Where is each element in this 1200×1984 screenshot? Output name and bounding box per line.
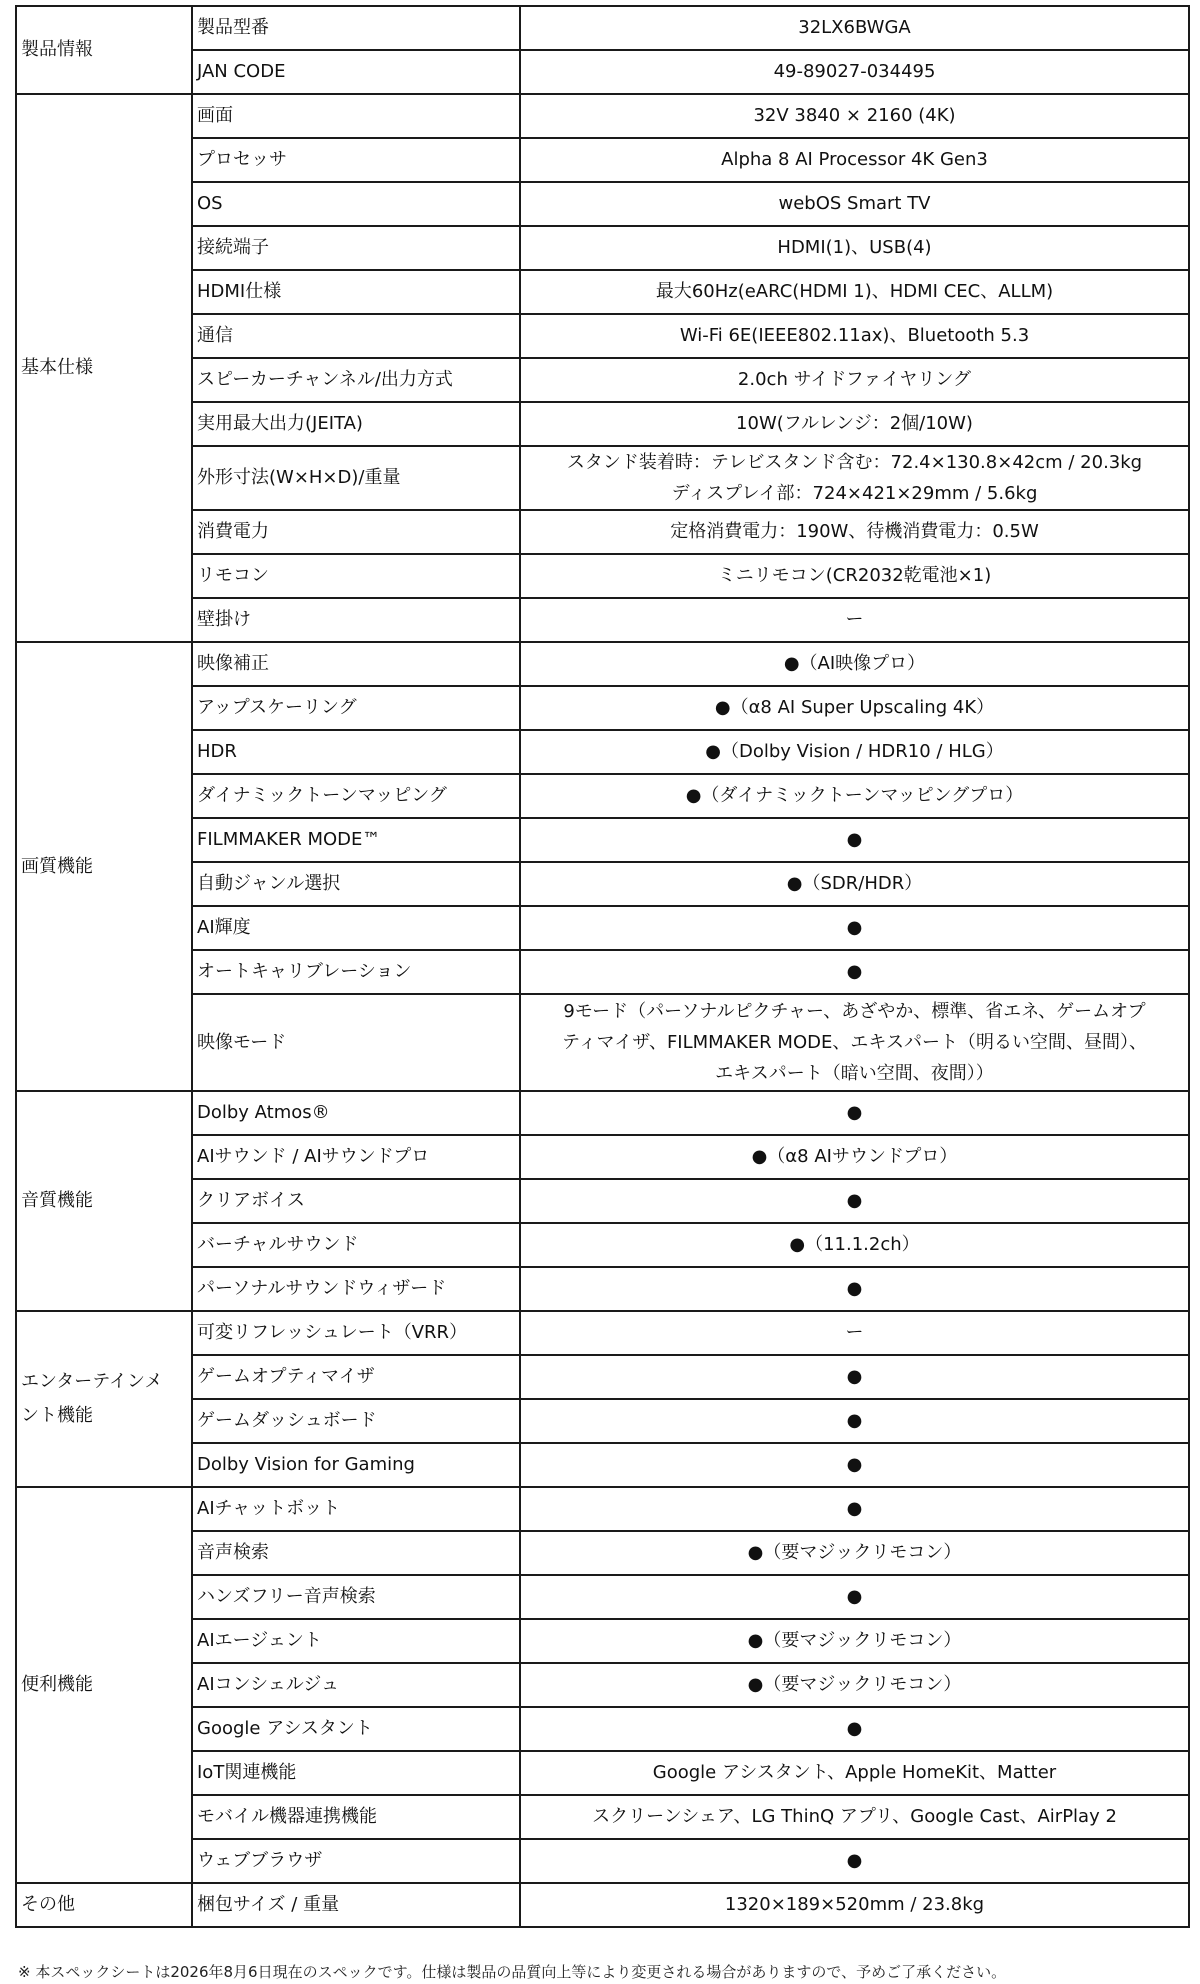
item-value xyxy=(520,446,1189,510)
item-label: ウェブブラウザ xyxy=(192,1839,520,1883)
item-label: HDR xyxy=(192,730,520,774)
category-cell xyxy=(16,1883,192,1927)
item-value: ● xyxy=(520,1399,1189,1443)
spec-row xyxy=(16,774,1189,818)
category-cell xyxy=(16,1487,192,1883)
spec-row xyxy=(16,402,1189,446)
item-value: ●（要マジックリモコン） xyxy=(520,1531,1189,1575)
spec-row xyxy=(16,226,1189,270)
item-label: AIエージェント xyxy=(192,1619,520,1663)
item-value: ー xyxy=(520,598,1189,642)
spec-row xyxy=(16,554,1189,598)
item-value: Alpha 8 AI Processor 4K Gen3 xyxy=(520,138,1189,182)
item-label: 消費電力 xyxy=(192,510,520,554)
item-label: 画面 xyxy=(192,94,520,138)
footnote: ※ 本スペックシートは2026年8月6日現在のスペックです。仕様は製品の品質向上等により変更される場合がありますので、予めご了承ください。 xyxy=(18,1963,1007,1981)
spec-row xyxy=(16,730,1189,774)
item-label: プロセッサ xyxy=(192,138,520,182)
category-label: 音質機能 xyxy=(21,1190,93,1211)
category-cell xyxy=(16,1311,192,1487)
item-value: ● xyxy=(520,1707,1189,1751)
category-cell xyxy=(16,642,192,1091)
item-label: バーチャルサウンド xyxy=(192,1223,520,1267)
item-value: ●（α8 AI Super Upscaling 4K） xyxy=(520,686,1189,730)
item-label: 音声検索 xyxy=(192,1531,520,1575)
item-value-line: ティマイザ、FILMMAKER MODE、エキスパート（明るい空間、昼間）、 xyxy=(562,1032,1147,1053)
item-label: 接続端子 xyxy=(192,226,520,270)
item-value: ●（SDR/HDR） xyxy=(520,862,1189,906)
item-value: スクリーンシェア、LG ThinQ アプリ、Google Cast、AirPlay 2 xyxy=(520,1795,1189,1839)
spec-row xyxy=(16,358,1189,402)
spec-row xyxy=(16,1443,1189,1487)
item-value: ●（11.1.2ch） xyxy=(520,1223,1189,1267)
spec-row xyxy=(16,994,1189,1091)
item-value: webOS Smart TV xyxy=(520,182,1189,226)
item-value: ● xyxy=(520,818,1189,862)
spec-row xyxy=(16,1267,1189,1311)
item-value: 10W(フルレンジ：2個/10W) xyxy=(520,402,1189,446)
spec-row xyxy=(16,906,1189,950)
item-label: IoT関連機能 xyxy=(192,1751,520,1795)
spec-row xyxy=(16,686,1189,730)
item-label: 自動ジャンル選択 xyxy=(192,862,520,906)
spec-row xyxy=(16,1179,1189,1223)
spec-table xyxy=(15,5,1190,1928)
item-value: 定格消費電力：190W、待機消費電力：0.5W xyxy=(520,510,1189,554)
category-label: 画質機能 xyxy=(21,855,93,877)
category-cell xyxy=(16,1091,192,1311)
item-label: ハンズフリー音声検索 xyxy=(192,1575,520,1619)
category-label: その他 xyxy=(21,1894,75,1915)
item-value: ●（Dolby Vision / HDR10 / HLG） xyxy=(520,730,1189,774)
item-label: オートキャリブレーション xyxy=(192,950,520,994)
item-value: 32V 3840 × 2160 (4K) xyxy=(520,94,1189,138)
item-label: リモコン xyxy=(192,554,520,598)
item-value: ● xyxy=(520,1355,1189,1399)
spec-row xyxy=(16,94,1189,138)
spec-row xyxy=(16,862,1189,906)
item-value: ● xyxy=(520,1443,1189,1487)
item-value: ●（α8 AIサウンドプロ） xyxy=(520,1135,1189,1179)
item-value: Google アシスタント、Apple HomeKit、Matter xyxy=(520,1751,1189,1795)
item-value-line: 9モード（パーソナルピクチャー、あざやか、標準、省エネ、ゲームオプ xyxy=(563,1001,1146,1022)
item-value: 1320×189×520mm / 23.8kg xyxy=(520,1883,1189,1927)
item-label: Google アシスタント xyxy=(192,1707,520,1751)
spec-row xyxy=(16,1619,1189,1663)
item-value: ● xyxy=(520,950,1189,994)
spec-row xyxy=(16,270,1189,314)
spec-row xyxy=(16,1575,1189,1619)
spec-row xyxy=(16,1883,1189,1927)
item-label: Dolby Atmos® xyxy=(192,1091,520,1135)
spec-table-body xyxy=(16,6,1189,1927)
item-label: ゲームダッシュボード xyxy=(192,1399,520,1443)
item-value: ●（要マジックリモコン） xyxy=(520,1619,1189,1663)
item-label: JAN CODE xyxy=(192,50,520,94)
item-value: ●（AI映像プロ） xyxy=(520,642,1189,686)
spec-row xyxy=(16,50,1189,94)
item-label: 映像補正 xyxy=(192,642,520,686)
spec-row xyxy=(16,1531,1189,1575)
spec-row xyxy=(16,1399,1189,1443)
item-label: クリアボイス xyxy=(192,1179,520,1223)
category-cell xyxy=(16,94,192,642)
item-label: OS xyxy=(192,182,520,226)
item-value: ●（要マジックリモコン） xyxy=(520,1663,1189,1707)
item-label: 可変リフレッシュレート（VRR） xyxy=(192,1311,520,1355)
spec-row xyxy=(16,1795,1189,1839)
item-label: FILMMAKER MODE™ xyxy=(192,818,520,862)
item-label: 外形寸法(W×H×D)/重量 xyxy=(192,446,520,510)
item-value: ● xyxy=(520,906,1189,950)
spec-row xyxy=(16,1223,1189,1267)
item-label: モバイル機器連携機能 xyxy=(192,1795,520,1839)
item-value: ー xyxy=(520,1311,1189,1355)
item-label: 製品型番 xyxy=(192,6,520,50)
item-label: 通信 xyxy=(192,314,520,358)
spec-row xyxy=(16,6,1189,50)
item-value: ●（ダイナミックトーンマッピングプロ） xyxy=(520,774,1189,818)
item-value: ● xyxy=(520,1487,1189,1531)
spec-row xyxy=(16,1751,1189,1795)
spec-row xyxy=(16,818,1189,862)
spec-row xyxy=(16,446,1189,510)
spec-row xyxy=(16,1091,1189,1135)
category-label-line: ント機能 xyxy=(21,1405,93,1426)
item-label: 壁掛け xyxy=(192,598,520,642)
spec-row xyxy=(16,182,1189,226)
item-label: AI輝度 xyxy=(192,906,520,950)
spec-row xyxy=(16,642,1189,686)
item-value: ● xyxy=(520,1267,1189,1311)
item-value: ミニリモコン(CR2032乾電池×1) xyxy=(520,554,1189,598)
item-value xyxy=(520,994,1189,1091)
item-label: AIチャットボット xyxy=(192,1487,520,1531)
item-label: 実用最大出力(JEITA) xyxy=(192,402,520,446)
item-label: Dolby Vision for Gaming xyxy=(192,1443,520,1487)
item-value: 32LX6BWGA xyxy=(520,6,1189,50)
item-label: AIサウンド / AIサウンドプロ xyxy=(192,1135,520,1179)
category-label-line: エンターテインメ xyxy=(21,1371,163,1392)
item-label: アップスケーリング xyxy=(192,686,520,730)
item-value: ● xyxy=(520,1091,1189,1135)
item-label: スピーカーチャンネル/出力方式 xyxy=(192,358,520,402)
spec-row xyxy=(16,1355,1189,1399)
category-label: 便利機能 xyxy=(21,1674,93,1695)
category-label: 製品情報 xyxy=(21,39,93,60)
item-label: 映像モード xyxy=(192,994,520,1091)
spec-row xyxy=(16,1487,1189,1531)
item-label: HDMI仕様 xyxy=(192,270,520,314)
item-value: 2.0ch サイドファイヤリング xyxy=(520,358,1189,402)
spec-row xyxy=(16,138,1189,182)
spec-row xyxy=(16,510,1189,554)
item-value: ● xyxy=(520,1179,1189,1223)
item-value: 49-89027-034495 xyxy=(520,50,1189,94)
item-label: AIコンシェルジュ xyxy=(192,1663,520,1707)
item-value-line: エキスパート（暗い空間、夜間）） xyxy=(715,1063,994,1084)
spec-row xyxy=(16,598,1189,642)
item-value: HDMI(1)、USB(4) xyxy=(520,226,1189,270)
spec-row xyxy=(16,1707,1189,1751)
item-value: 最大60Hz(eARC(HDMI 1)、HDMI CEC、ALLM) xyxy=(520,270,1189,314)
item-value-line: ディスプレイ部：724×421×29mm / 5.6kg xyxy=(671,483,1038,504)
spec-row xyxy=(16,1839,1189,1883)
item-label: 梱包サイズ / 重量 xyxy=(192,1883,520,1927)
item-label: ゲームオプティマイザ xyxy=(192,1355,520,1399)
item-value: ● xyxy=(520,1839,1189,1883)
category-label xyxy=(21,1365,162,1433)
spec-row xyxy=(16,1311,1189,1355)
item-label: ダイナミックトーンマッピング xyxy=(192,774,520,818)
item-value: ● xyxy=(520,1575,1189,1619)
item-value-line: スタンド装着時：テレビスタンド含む：72.4×130.8×42cm / 20.3kg xyxy=(566,452,1143,473)
spec-row xyxy=(16,1663,1189,1707)
spec-row xyxy=(16,1135,1189,1179)
item-label: パーソナルサウンドウィザード xyxy=(192,1267,520,1311)
spec-row xyxy=(16,950,1189,994)
category-label: 基本仕様 xyxy=(21,357,93,378)
spec-row xyxy=(16,314,1189,358)
category-cell xyxy=(16,6,192,94)
item-value: Wi-Fi 6E(IEEE802.11ax)、Bluetooth 5.3 xyxy=(520,314,1189,358)
